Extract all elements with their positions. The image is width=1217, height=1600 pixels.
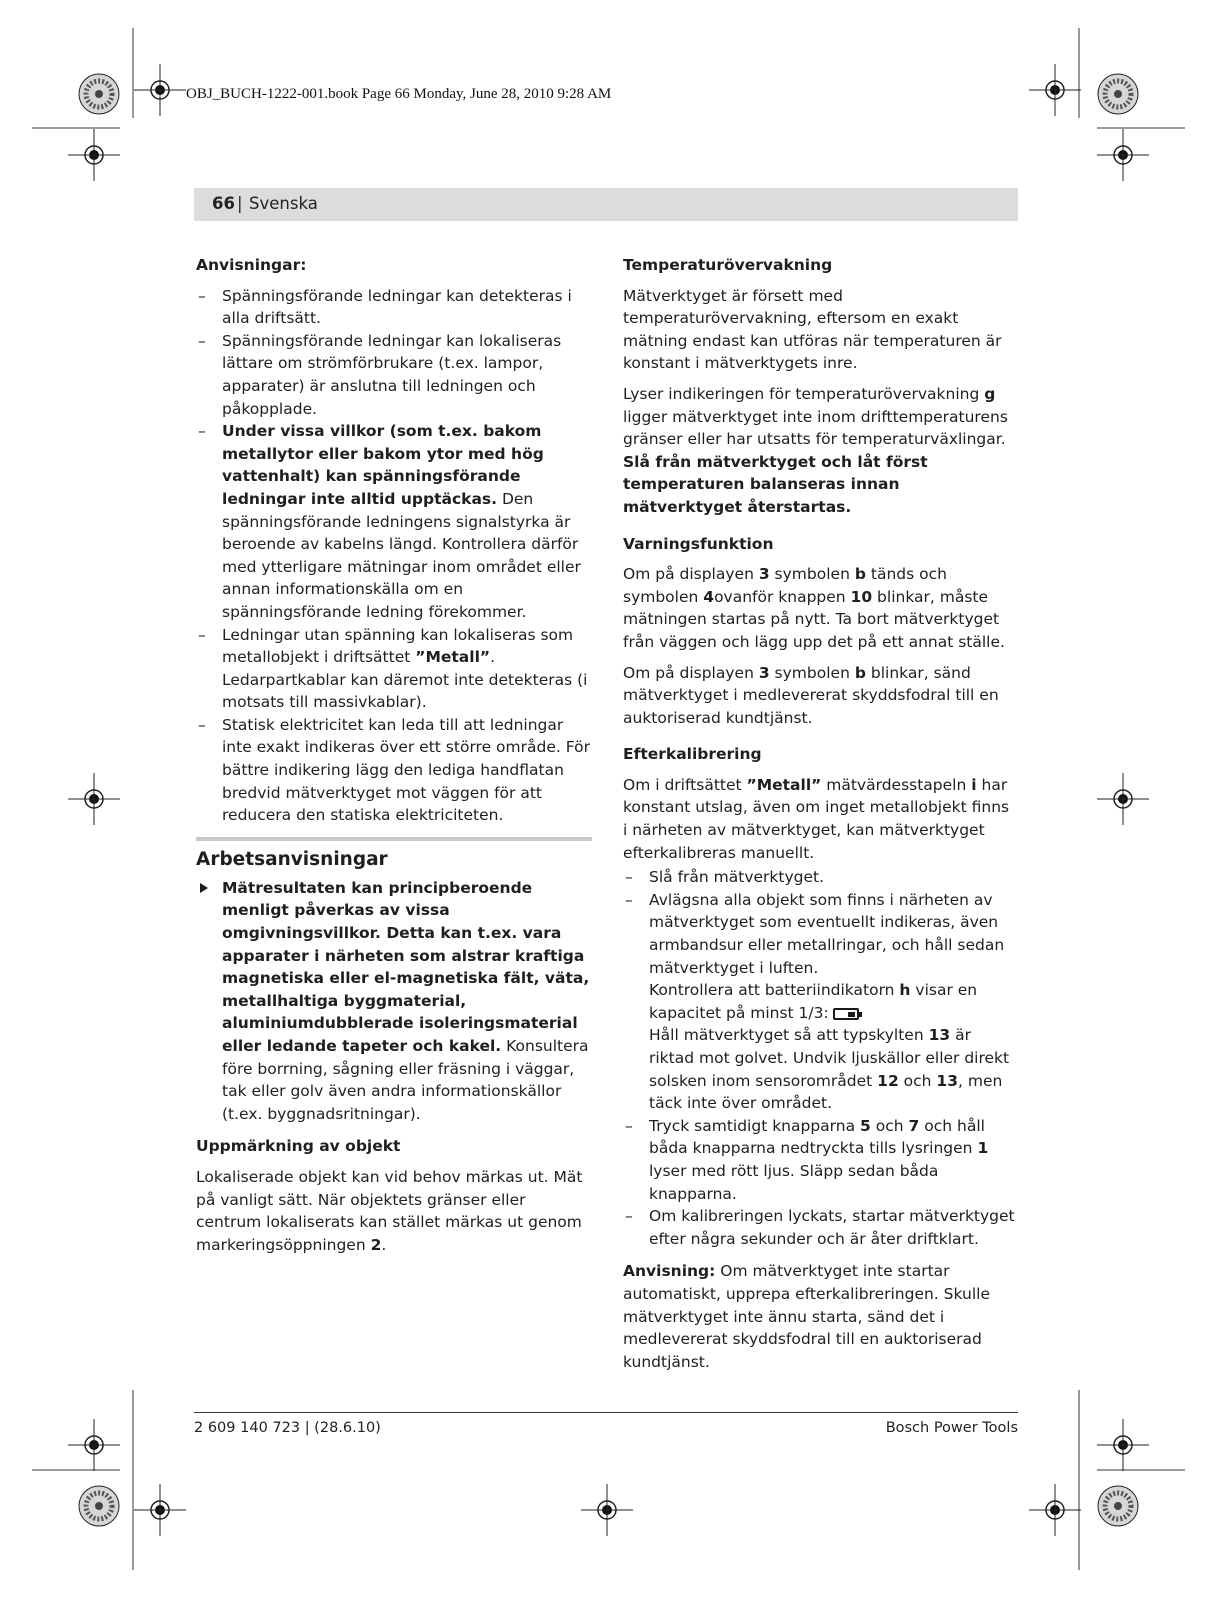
list-item: – Statisk elektricitet kan leda till att ledningar inte exakt indikeras över ett större område. För bättre indikering lägg den lediga handflatan bredvid mätverktyget mot väggen för att reducera den statiska elektriciteten.	[196, 714, 592, 827]
footer-divider	[194, 1412, 1018, 1413]
section-title: Arbetsanvisningar	[196, 848, 388, 870]
book-file-info: OBJ_BUCH-1222-001.book Page 66 Monday, June 28, 2010 9:28 AM	[186, 86, 612, 102]
temperature-paragraph-1: Mätverktyget är försett med temperaturövervakning, eftersom en exakt mätning endast kan utföras när temperaturen är konstant i mätverktygets inre.	[623, 286, 1002, 373]
recalibration-paragraph: Om i driftsättet ”Metall” mätvärdesstapeln i har konstant utslag, även om inget metallobjekt finns i närheten av mätverktyget, kan mätverktyget efterkalibreras manuellt.	[623, 775, 1010, 862]
page-number: 66	[212, 194, 235, 213]
warning-function-heading: Varningsfunktion	[623, 534, 774, 553]
list-item: – Spänningsförande ledningar kan detekteras i alla driftsätt.	[196, 285, 592, 330]
warning-paragraph: Mätresultaten kan principberoende menligt påverkas av vissa omgivningsvillkor. Detta kan t.ex. vara apparater i närheten som alstrar kraftiga magnetiska eller el-magnetiska fält, väta, metallhaltiga byggmaterial, aluminiumdubblerade isoleringsmaterial eller ledande tapeter och kakel. Konsultera före borrning, sågning eller fräsning i väggar, tak eller golv även andra informationskällor (t.ex. byggnadsritningar).	[196, 877, 592, 1126]
list-item: – Under vissa villkor (som t.ex. bakom metallytor eller bakom ytor med hög vattenhalt) kan spänningsförande ledningar inte alltid upptäckas. Den spänningsförande ledningens signalstyrka är beroende av kabelns längd. Kontrollera därför med ytterligare mätningar inom området eller annan informationskälla om en spänningsförande ledning förekommer.	[196, 420, 592, 623]
battery-third-icon	[833, 1008, 859, 1020]
list-item: – Tryck samtidigt knapparna 5 och 7 och håll båda knapparna nedtryckta tills lysringen 1 lyser med rött ljus. Släpp sedan båda knapparna.	[623, 1115, 1018, 1205]
right-column	[623, 254, 1018, 1381]
recalibration-heading: Efterkalibrering	[623, 745, 762, 764]
list-item: – Om kalibreringen lyckats, startar mätverktyget efter några sekunder och är åter driftklart.	[623, 1205, 1018, 1250]
notes-list	[196, 285, 592, 827]
warning-function-paragraph-1: Om på displayen 3 symbolen b tänds och symbolen 4ovanför knappen 10 blinkar, måste mätningen startas på nytt. Ta bort mätverktyget från väggen och lägg upp det på ett annat ställe.	[623, 565, 1005, 651]
triangle-bullet-icon	[200, 883, 208, 893]
list-item: – Slå från mätverktyget.	[623, 866, 1018, 889]
section-divider	[196, 837, 592, 841]
temperature-paragraph-2: Lyser indikeringen för temperaturövervakning g ligger mätverktyget inte inom drifttemperaturens gränser eller har utsatts för temperaturväxlingar. Slå från mätverktyget och låt först temperaturen balanseras innan mätverktyget återstartas.	[623, 384, 1008, 516]
marking-heading: Uppmärkning av objekt	[196, 1137, 401, 1156]
header-language: Svenska	[249, 194, 318, 213]
left-column	[196, 254, 592, 1264]
footer-brand: Bosch Power Tools	[885, 1420, 1018, 1436]
list-item: – Spänningsförande ledningar kan lokaliseras lättare om strömförbrukare (t.ex. lampor, apparater) är anslutna till ledningen och påkopplade.	[196, 330, 592, 420]
page-header	[194, 188, 1018, 221]
temperature-heading: Temperaturövervakning	[623, 256, 833, 274]
footer-doc-number: 2 609 140 723 | (28.6.10)	[194, 1420, 381, 1436]
list-item: – Avlägsna alla objekt som finns i närheten av mätverktyget som eventuellt indikeras, även armbandsur eller metallringar, och håll sedan mätverktyget i luften. Kontrollera att batteriindikatorn h visar en kapacitet på minst 1/3: Håll mätverktyget så att typskylten 13 är riktad mot golvet. Undvik ljuskällor eller direkt solsken inom sensorområdet 12 och 13, men täck inte över området.	[623, 889, 1018, 1115]
note-paragraph: Anvisning: Om mätverktyget inte startar automatiskt, upprepa efterkalibreringen. Skulle mätverktyget inte ännu starta, sänd det i medlevererat skyddsfodral till en auktoriserad kundtjänst.	[623, 1262, 990, 1371]
recalibration-steps	[623, 866, 1018, 1250]
list-item: – Ledningar utan spänning kan lokaliseras som metallobjekt i driftsättet ”Metall”. Ledarpartkablar kan däremot inte detekteras (i motsats till massivkablar).	[196, 624, 592, 714]
notes-heading: Anvisningar:	[196, 256, 307, 274]
warning-function-paragraph-2: Om på displayen 3 symbolen b blinkar, sänd mätverktyget i medlevererat skyddsfodral till en auktoriserad kundtjänst.	[623, 663, 999, 727]
header-separator: |	[237, 194, 243, 213]
marking-paragraph: Lokaliserade objekt kan vid behov märkas ut. Mät på vanligt sätt. När objektets gränser eller centrum lokaliserats kan stället märkas ut genom markeringsöppningen 2.	[196, 1167, 583, 1254]
